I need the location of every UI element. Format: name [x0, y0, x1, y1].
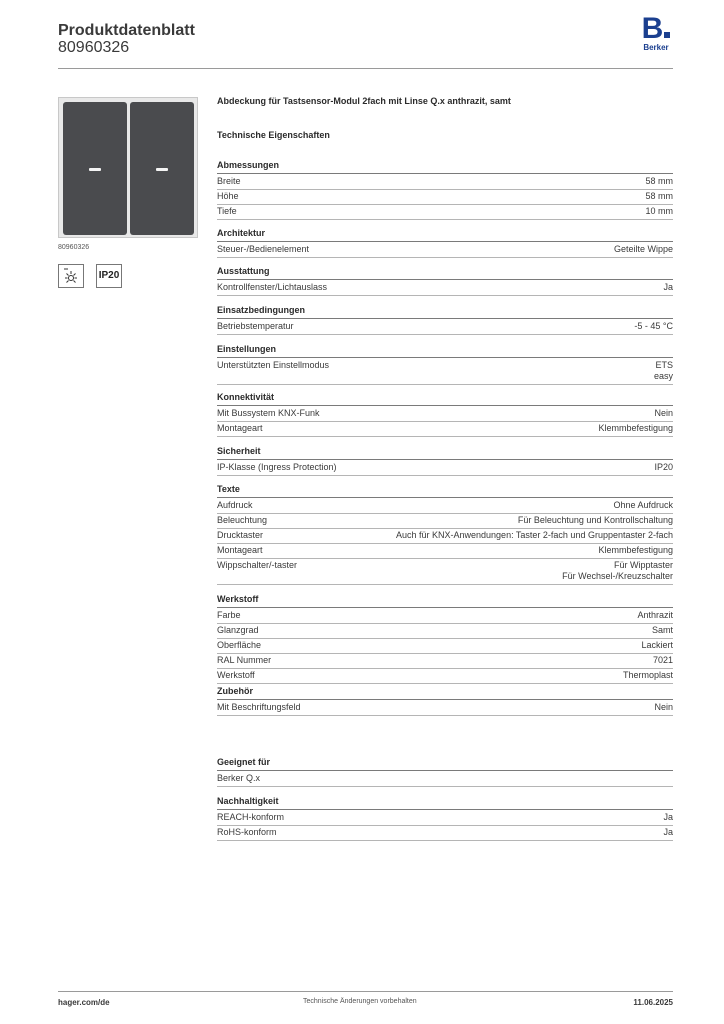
spec-row [217, 407, 673, 422]
spec-value-line: Thermoplast [622, 670, 673, 680]
spec-value-line: Ja [663, 282, 673, 292]
spec-value [652, 625, 673, 636]
image-caption: 80960326 [58, 244, 90, 251]
spec-key: Betriebstemperatur [217, 321, 294, 331]
spec-value [654, 360, 673, 382]
spec-key: RoHS-konform [217, 827, 277, 837]
section-title: Zubehör [217, 686, 673, 700]
spec-value-line: 7021 [652, 655, 673, 665]
spec-key: Drucktaster [217, 530, 264, 540]
lens-right [156, 168, 168, 171]
spec-value [614, 244, 673, 255]
spec-row [217, 529, 673, 544]
spec-row [217, 281, 673, 296]
spec-value [654, 408, 673, 419]
spec-value-line: Geteilte Wippe [613, 244, 673, 254]
spec-key: Wippschalter/-taster [217, 560, 298, 570]
spec-key: Kontrollfenster/Lichtauslass [217, 282, 328, 292]
spec-value [663, 282, 673, 293]
spec-row [217, 609, 673, 624]
spec-key: Oberfläche [217, 640, 262, 650]
spec-value-line: Für Wechsel-/Kreuzschalter [562, 571, 673, 581]
section-title: Ausstattung [217, 266, 673, 280]
spec-row [217, 559, 673, 585]
spec-value-line: ETS [655, 360, 673, 370]
spec-row [217, 422, 673, 437]
spec-key: Breite [217, 176, 241, 186]
spec-value-line: Ja [663, 827, 673, 837]
spec-key: REACH-konform [217, 812, 285, 822]
spec-value [663, 812, 673, 823]
section-title: Architektur [217, 228, 673, 242]
spec-key: Steuer-/Bedienelement [217, 244, 310, 254]
spec-value-line: Nein [654, 702, 673, 712]
spec-value [598, 545, 673, 556]
footer-website: hager.com/de [58, 998, 110, 1007]
spec-value [634, 321, 673, 332]
spec-value-line: Auch für KNX-Anwendungen: Taster 2-fach und Gruppentaster 2-fach [396, 530, 673, 540]
spec-row [217, 669, 673, 684]
spec-value [654, 462, 673, 473]
footer-notice: Technische Änderungen vorbehalten [303, 998, 417, 1005]
spec-value-line: Lackiert [641, 640, 673, 650]
section-title: Texte [217, 484, 673, 498]
spec-value-line: IP20 [654, 462, 673, 472]
spec-key: Beleuchtung [217, 515, 268, 525]
section-title: Nachhaltigkeit [217, 796, 673, 810]
spec-row [217, 624, 673, 639]
spec-key: Unterstützten Einstellmodus [217, 360, 330, 370]
spec-value [562, 560, 673, 582]
spec-value [663, 827, 673, 838]
spec-value-line: Nein [654, 408, 673, 418]
spec-value-line: 58 mm [645, 176, 673, 186]
spec-value-line: -5 - 45 °C [634, 321, 673, 331]
spec-key: Mit Beschriftungsfeld [217, 702, 301, 712]
lens-left [89, 168, 101, 171]
article-number: 80960326 [58, 39, 130, 56]
document-title: Produktdatenblatt [58, 22, 195, 39]
spec-value-line: Klemmbefestigung [598, 423, 673, 433]
spec-value [654, 702, 673, 713]
spec-row [217, 811, 673, 826]
spec-value [613, 500, 673, 511]
product-image [58, 97, 198, 238]
spec-value-line: Klemmbefestigung [598, 545, 673, 555]
spec-row [217, 190, 673, 205]
section-title: Einsatzbedingungen [217, 305, 673, 319]
spec-key: Montageart [217, 545, 263, 555]
spec-key: Tiefe [217, 206, 237, 216]
spec-value-line: Anthrazit [637, 610, 673, 620]
rocker-left [63, 102, 127, 235]
spec-row [217, 514, 673, 529]
spec-row [217, 772, 673, 787]
spec-value-line: 58 mm [645, 191, 673, 201]
spec-row [217, 544, 673, 559]
spec-key: Mit Bussystem KNX-Funk [217, 408, 320, 418]
section-title: Geeignet für [217, 757, 673, 771]
spec-value-line: Ohne Aufdruck [613, 500, 673, 510]
spec-value-line: 10 mm [645, 206, 673, 216]
spec-row [217, 205, 673, 220]
spec-key: Aufdruck [217, 500, 253, 510]
spec-row [217, 654, 673, 669]
footer-divider [58, 991, 673, 992]
spec-value-line: Für Wipptaster [613, 560, 673, 570]
spec-value-line: Für Beleuchtung und Kontrollschaltung [517, 515, 673, 525]
spec-key: Montageart [217, 423, 263, 433]
spec-row [217, 359, 673, 385]
logo-name: Berker [643, 43, 669, 52]
spec-key: RAL Nummer [217, 655, 272, 665]
spec-row [217, 499, 673, 514]
spec-value [645, 206, 673, 217]
spec-value-line: Ja [663, 812, 673, 822]
spec-value [645, 191, 673, 202]
spec-value [637, 610, 673, 621]
spec-value [598, 423, 673, 434]
product-description: Abdeckung für Tastsensor-Modul 2fach mit Linse Q.x anthrazit, samt [217, 96, 511, 106]
spec-value [518, 515, 673, 526]
spec-value [653, 655, 673, 666]
logo-dot [664, 32, 670, 38]
spec-row [217, 461, 673, 476]
spec-key: Höhe [217, 191, 239, 201]
rocker-right [130, 102, 194, 235]
spec-row [217, 826, 673, 841]
spec-key: Glanzgrad [217, 625, 259, 635]
spec-value-line: easy [653, 371, 673, 381]
illumination-icon [58, 264, 84, 288]
technical-properties-heading: Technische Eigenschaften [217, 130, 330, 140]
section-title: Abmessungen [217, 160, 673, 174]
spec-value [641, 640, 673, 651]
spec-key: Berker Q.x [217, 773, 261, 783]
spec-value [396, 530, 673, 541]
section-title: Sicherheit [217, 446, 673, 460]
spec-key: Farbe [217, 610, 241, 620]
section-title: Werkstoff [217, 594, 673, 608]
spec-value [645, 176, 673, 187]
section-title: Einstellungen [217, 344, 673, 358]
spec-key: IP-Klasse (Ingress Protection) [217, 462, 337, 472]
footer-date: 11.06.2025 [633, 998, 673, 1007]
section-title: Konnektivität [217, 392, 673, 406]
logo-letter: B [641, 12, 664, 45]
header-divider [58, 68, 673, 69]
ip-rating-badge: IP20 [96, 264, 122, 288]
spec-row [217, 320, 673, 335]
spec-value-line: Samt [651, 625, 673, 635]
spec-row [217, 175, 673, 190]
spec-row [217, 243, 673, 258]
spec-key: Werkstoff [217, 670, 255, 680]
berker-logo [638, 12, 674, 52]
spec-value [623, 670, 673, 681]
spec-row [217, 639, 673, 654]
spec-row [217, 701, 673, 716]
